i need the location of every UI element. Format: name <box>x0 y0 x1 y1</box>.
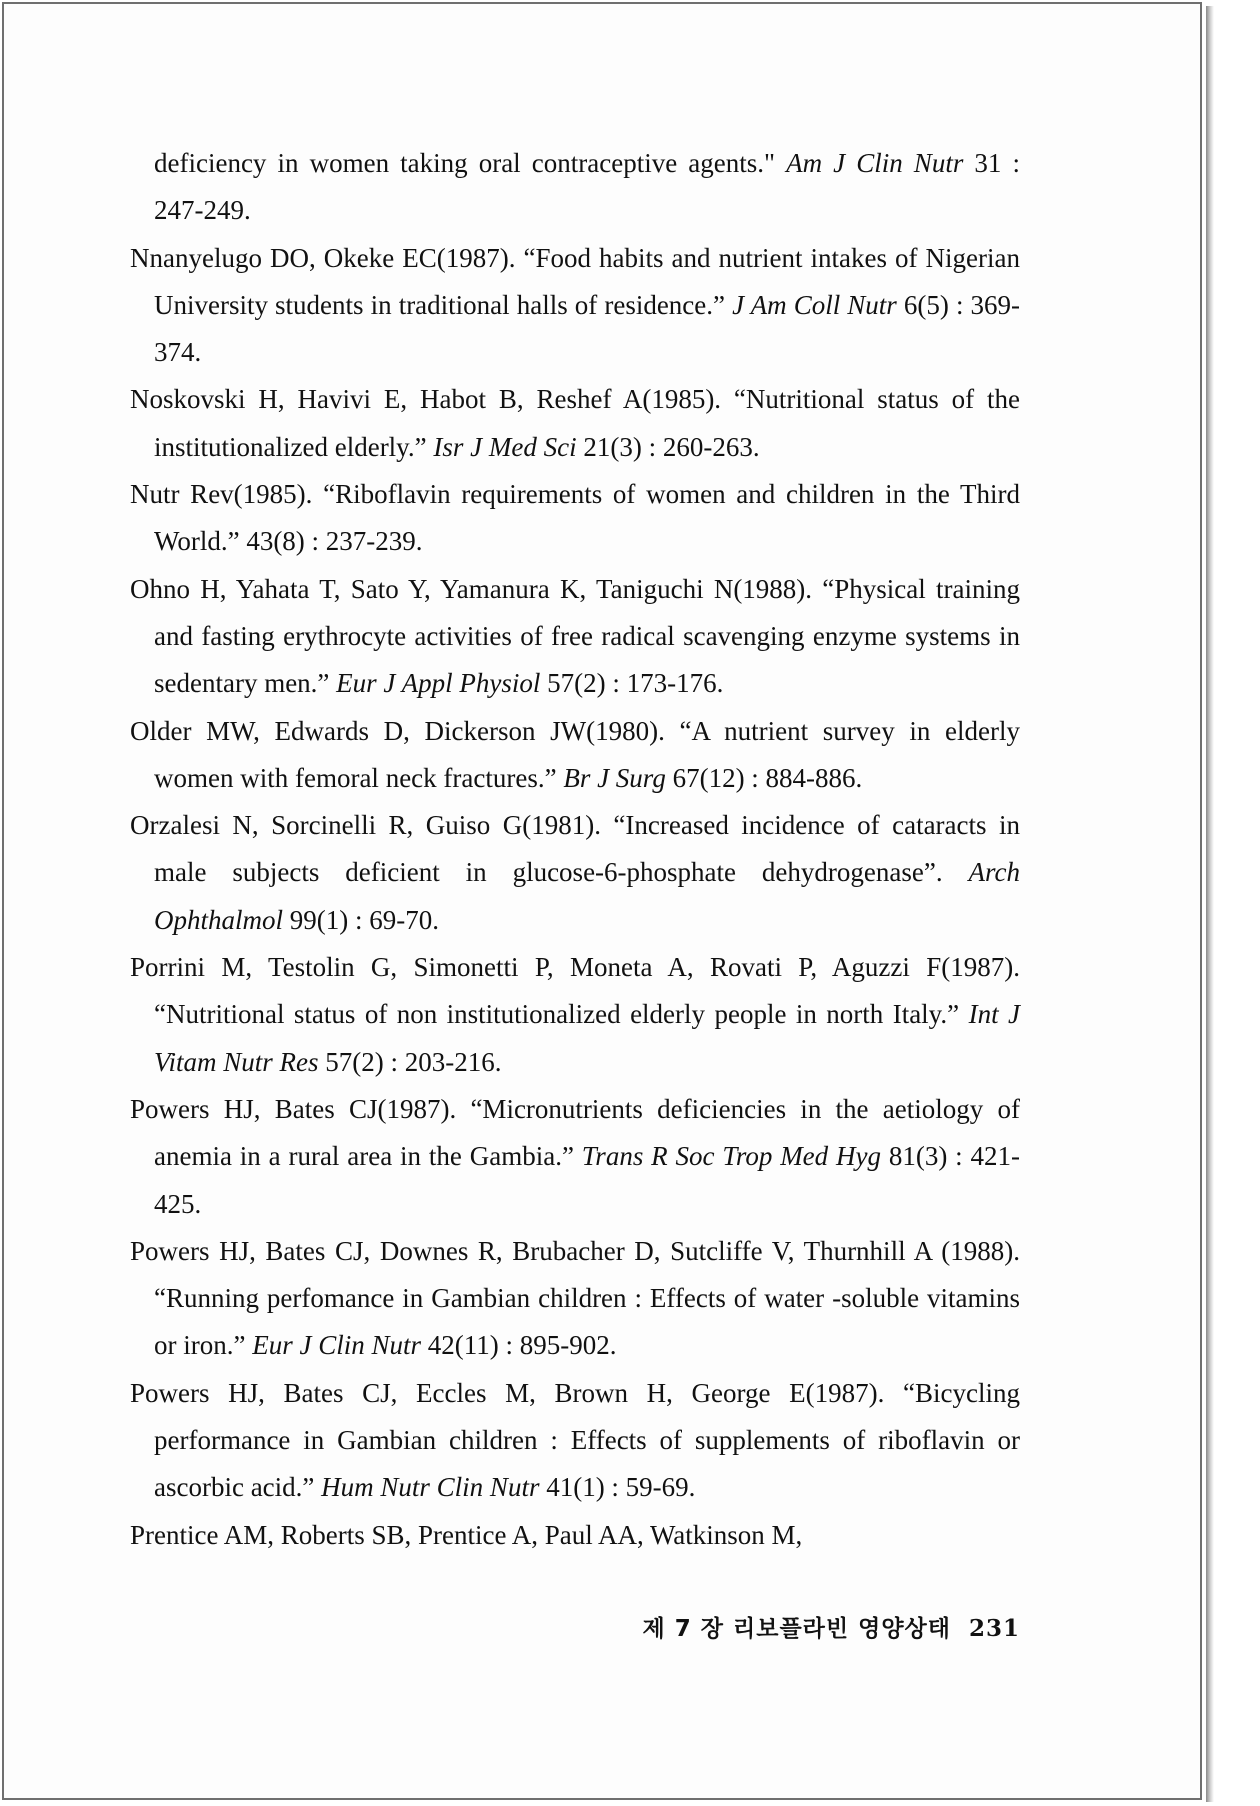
reference-citation: 57(2) : 203-216. <box>325 1046 502 1077</box>
reference-text: Powers HJ, Bates CJ, Eccles M, Brown H, George E(1987). “Bicycling performance in Gambian children : Effects of supplements of riboflavin or ascorbic acid.” <box>130 1377 1020 1503</box>
journal-name: Int J Vitam Nutr Res <box>154 999 1021 1077</box>
reference-citation: 43(8) : 237-239. <box>246 526 423 557</box>
reference-text: Porrini M, Testolin G, Simonetti P, Moneta A, Rovati P, Aguzzi F(1987). “Nutritional status of non institutionalized elderly people in north Italy.” <box>130 952 1020 1030</box>
journal-name: Am J Clin Nutr <box>786 148 964 178</box>
reference-text: Powers HJ, Bates CJ(1987). “Micronutrients deficiencies in the aetiology of anemia in a rural area in the Gambia.” <box>130 1093 1020 1172</box>
journal-name: Eur J Appl Physiol <box>336 668 541 699</box>
journal-name: Isr J Med Sci <box>433 431 577 462</box>
page-edge-shadow <box>1206 6 1214 1802</box>
journal-name: Arch Ophthalmol <box>154 857 1020 935</box>
reference-citation: 42(11) : 895-902. <box>427 1330 617 1361</box>
reference-citation: 31 : 247-249. <box>154 148 1021 226</box>
reference-citation: 41(1) : 59-69. <box>546 1472 696 1503</box>
reference-item <box>130 566 1020 708</box>
reference-item <box>130 1370 1020 1512</box>
reference-item <box>130 802 1020 944</box>
journal-name: Br J Surg <box>563 762 666 793</box>
reference-text: Powers HJ, Bates CJ, Downes R, Brubacher D, Sutcliffe V, Thurnhill A (1988). “Running perfomance in Gambian children : Effects of water -soluble vitamins or iron.” <box>130 1235 1020 1361</box>
reference-item <box>130 376 1020 471</box>
reference-citation: 99(1) : 69-70. <box>289 904 439 935</box>
reference-text: Ohno H, Yahata T, Sato Y, Yamanura K, Taniguchi N(1988). “Physical training and fasting erythrocyte activities of free radical scavenging enzyme systems in sedentary men.” <box>130 573 1020 699</box>
page-footer <box>620 1610 1020 1643</box>
journal-name: Trans R Soc Trop Med Hyg <box>581 1141 881 1172</box>
reference-text: Nutr Rev(1985). “Riboflavin requirements of women and children in the Third World.” <box>130 479 1020 557</box>
reference-item <box>130 235 1020 377</box>
reference-item <box>130 471 1020 566</box>
reference-item <box>130 708 1020 803</box>
reference-text: Orzalesi N, Sorcinelli R, Guiso G(1981). “Increased incidence of cataracts in male subjects deficient in glucose-6-phosphate dehydrogenase”. <box>130 810 1020 888</box>
reference-item <box>130 1228 1020 1370</box>
page-number: 231 <box>968 1615 1020 1642</box>
reference-citation: 21(3) : 260-263. <box>583 431 760 462</box>
reference-text: deficiency in women taking oral contraceptive agents." <box>154 148 776 178</box>
reference-list <box>130 140 1020 1559</box>
reference-text: Noskovski H, Havivi E, Habot B, Reshef A(1985). “Nutritional status of the institutionalized elderly.” <box>130 384 1020 462</box>
reference-text: Nnanyelugo DO, Okeke EC(1987). “Food habits and nutrient intakes of Nigerian University students in traditional halls of residence.” <box>130 242 1020 320</box>
journal-name: Eur J Clin Nutr <box>252 1330 421 1361</box>
reference-text: Older MW, Edwards D, Dickerson JW(1980). “A nutrient survey in elderly women with femoral neck fractures.” <box>130 715 1020 793</box>
reference-citation: 81(3) : 421-425. <box>154 1141 1021 1219</box>
journal-name: Hum Nutr Clin Nutr <box>321 1472 540 1503</box>
journal-name: J Am Coll Nutr <box>732 289 897 320</box>
chapter-title: 제 7 장 리보플라빈 영양상태 <box>642 1616 951 1642</box>
reference-item <box>130 944 1020 1086</box>
reference-text: Prentice AM, Roberts SB, Prentice A, Paul AA, Watkinson M, <box>130 1519 803 1550</box>
reference-continuation <box>130 140 1020 235</box>
reference-item <box>130 1512 1020 1559</box>
reference-citation: 57(2) : 173-176. <box>547 668 724 699</box>
reference-citation: 67(12) : 884-886. <box>672 762 863 793</box>
reference-citation: 6(5) : 369-374. <box>154 289 1021 368</box>
reference-item <box>130 1086 1020 1228</box>
